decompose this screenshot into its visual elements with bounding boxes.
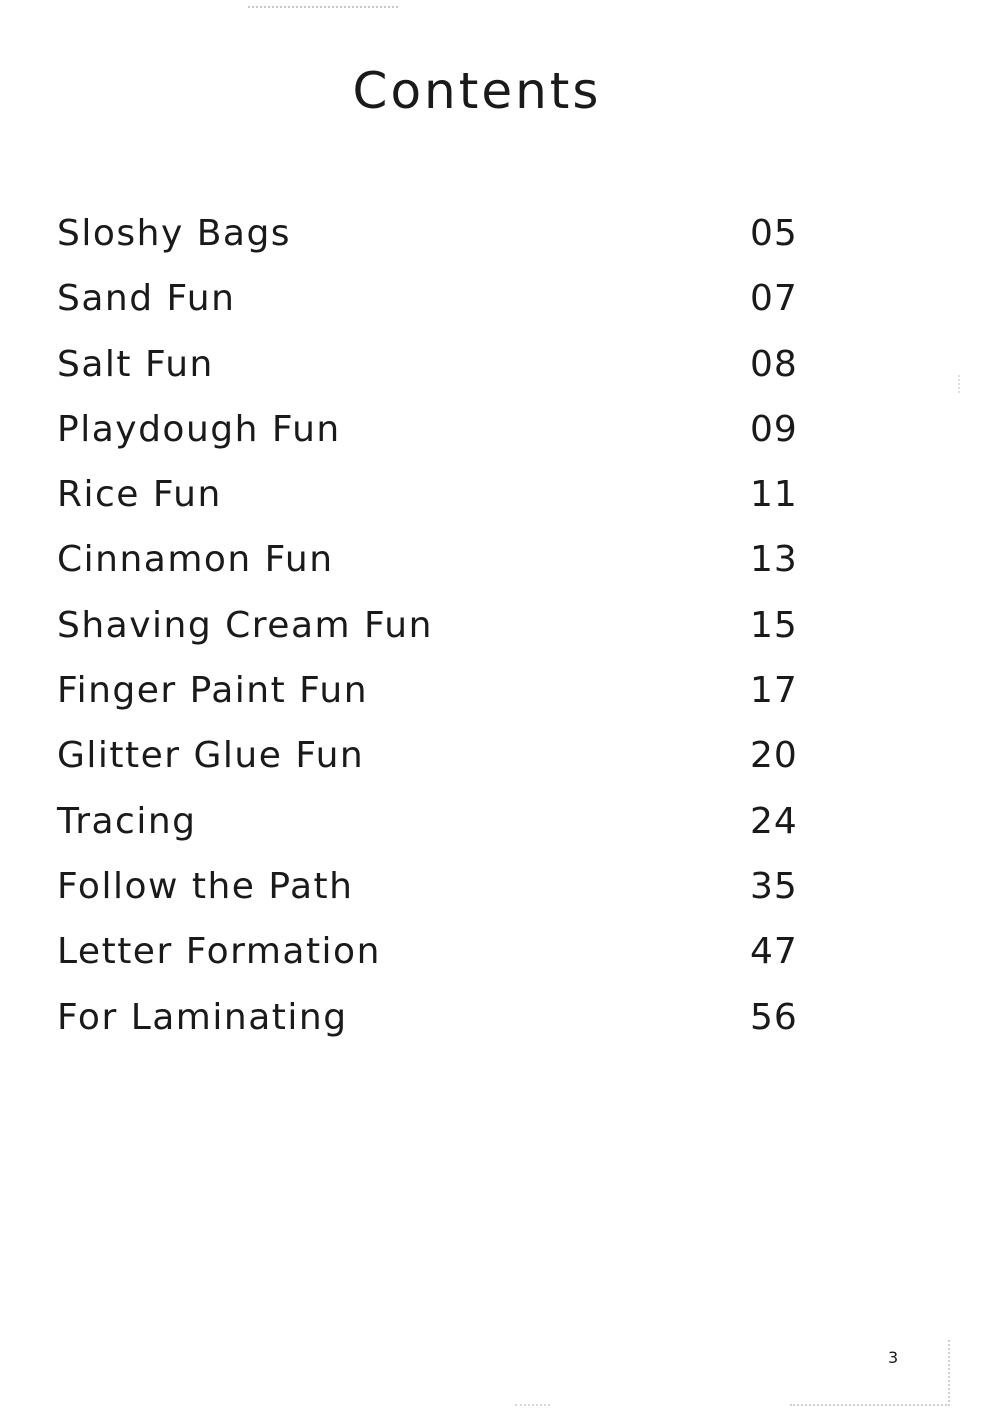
dotted-edge-bottom bbox=[790, 1404, 950, 1406]
toc-entry[interactable] bbox=[57, 213, 817, 278]
toc-entry-label: Salt Fun bbox=[57, 343, 214, 385]
toc-entry[interactable] bbox=[57, 278, 817, 343]
table-of-contents bbox=[57, 213, 817, 1062]
toc-entry-page: 17 bbox=[750, 670, 798, 712]
toc-entry[interactable] bbox=[57, 931, 817, 996]
toc-entry-label: Follow the Path bbox=[57, 865, 354, 907]
toc-entry[interactable] bbox=[57, 997, 817, 1062]
toc-entry[interactable] bbox=[57, 344, 817, 409]
toc-entry[interactable] bbox=[57, 474, 817, 539]
toc-entry-label: Tracing bbox=[57, 800, 197, 842]
toc-entry[interactable] bbox=[57, 670, 817, 735]
page-title: Contents bbox=[352, 62, 602, 120]
toc-entry[interactable] bbox=[57, 735, 817, 800]
toc-entry-label: Rice Fun bbox=[57, 474, 222, 516]
toc-entry[interactable] bbox=[57, 801, 817, 866]
dotted-edge-right bbox=[948, 1340, 950, 1402]
toc-entry-label: Finger Paint Fun bbox=[57, 670, 369, 712]
toc-entry-page: 20 bbox=[750, 735, 798, 777]
toc-entry-label: Sloshy Bags bbox=[57, 213, 292, 254]
dotted-edge-top bbox=[248, 6, 398, 8]
toc-entry-label: Sand Fun bbox=[57, 278, 236, 320]
toc-entry-page: 47 bbox=[750, 931, 798, 973]
toc-entry-label: For Laminating bbox=[57, 996, 348, 1038]
toc-entry-page: 35 bbox=[750, 865, 798, 907]
toc-entry-label: Cinnamon Fun bbox=[57, 539, 334, 581]
toc-entry-page: 05 bbox=[750, 213, 798, 254]
page-number: 3 bbox=[888, 1348, 899, 1367]
dotted-edge-bottom-left bbox=[515, 1404, 550, 1406]
toc-entry-page: 07 bbox=[750, 278, 798, 320]
toc-entry-label: Letter Formation bbox=[57, 931, 381, 973]
toc-entry-label: Shaving Cream Fun bbox=[57, 604, 433, 646]
toc-entry[interactable] bbox=[57, 605, 817, 670]
toc-entry-page: 24 bbox=[750, 800, 798, 842]
toc-entry-page: 08 bbox=[750, 343, 798, 385]
toc-entry-label: Glitter Glue Fun bbox=[57, 735, 365, 777]
toc-entry[interactable] bbox=[57, 866, 817, 931]
toc-entry-page: 15 bbox=[750, 604, 798, 646]
toc-entry-page: 09 bbox=[750, 408, 798, 450]
toc-entry[interactable] bbox=[57, 409, 817, 474]
toc-entry[interactable] bbox=[57, 539, 817, 604]
toc-entry-page: 13 bbox=[750, 539, 798, 581]
dotted-edge-right-mid bbox=[958, 375, 960, 393]
toc-entry-label: Playdough Fun bbox=[57, 408, 341, 450]
toc-entry-page: 11 bbox=[750, 474, 798, 516]
toc-entry-page: 56 bbox=[750, 996, 798, 1038]
